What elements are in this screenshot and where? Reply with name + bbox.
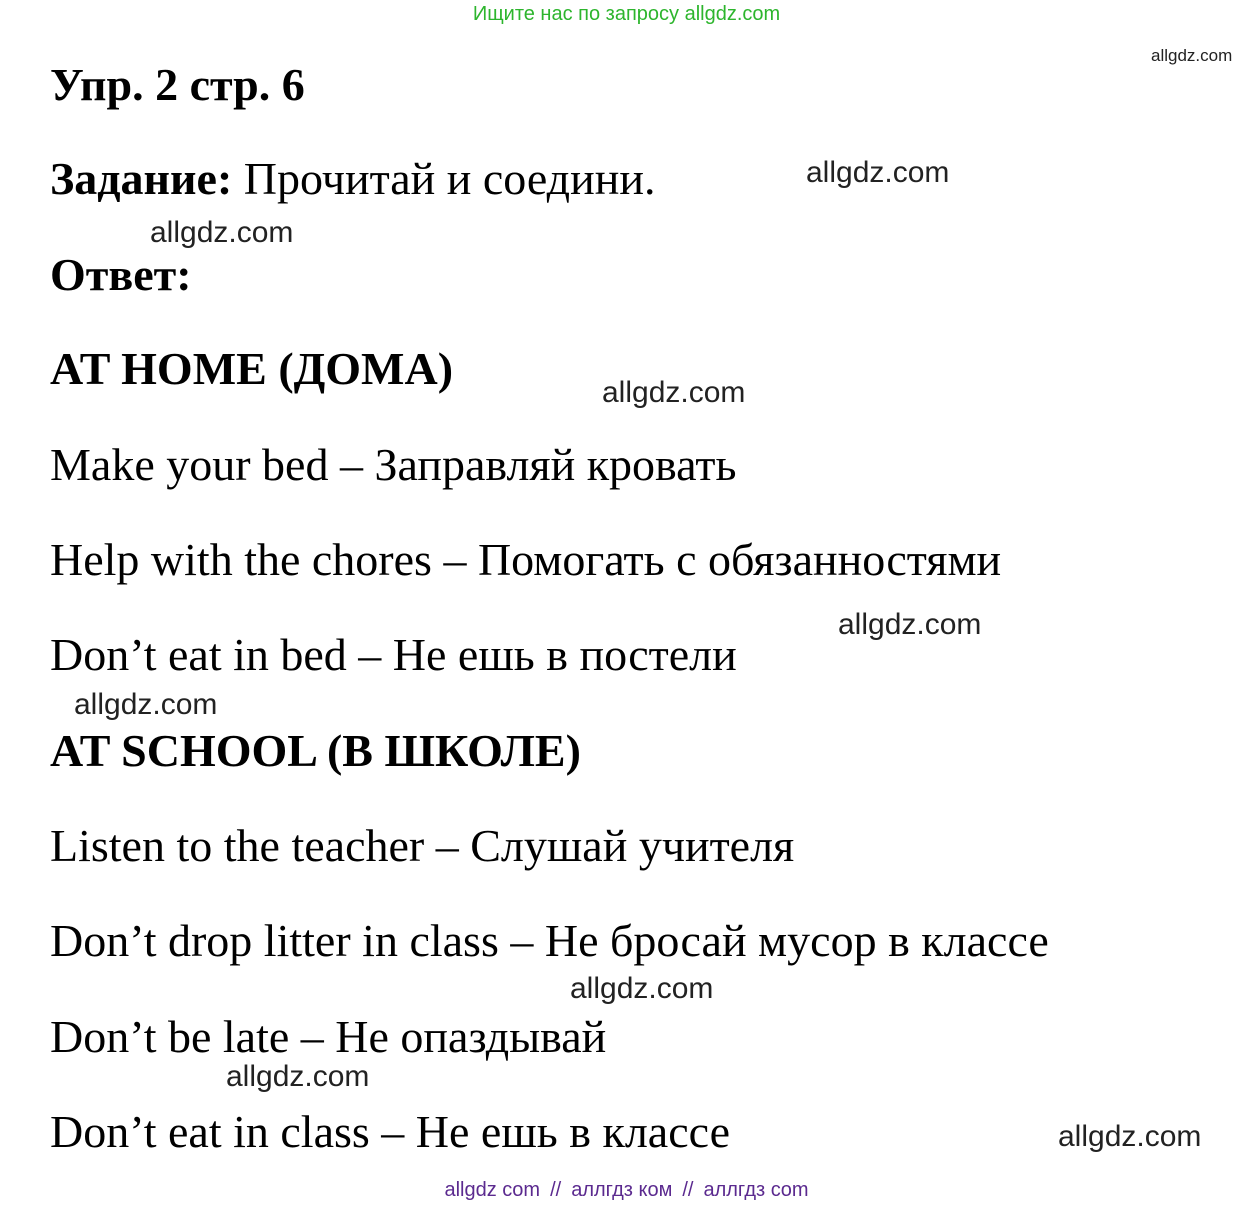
section-heading-school: AT SCHOOL (В ШКОЛЕ) xyxy=(50,725,581,776)
watermark: allgdz.com xyxy=(602,376,746,409)
phrase-item: Don’t eat in bed – Не ешь в постели xyxy=(50,629,737,680)
top-banner[interactable]: Ищите нас по запросу allgdz.com xyxy=(472,3,781,25)
footer-separator: // xyxy=(682,1179,694,1201)
watermark: allgdz.com xyxy=(74,688,218,721)
phrase-item: Don’t drop litter in class – Не бросай мусор в классе xyxy=(50,915,1049,966)
watermark: allgdz.com xyxy=(838,608,982,641)
page-title: Упр. 2 стр. 6 xyxy=(50,59,305,110)
watermark: allgdz.com xyxy=(150,216,294,249)
footer-link[interactable]: allgdz com xyxy=(444,1179,541,1201)
phrase-item: Don’t eat in class – Не ешь в классе xyxy=(50,1106,731,1157)
phrase-item: Help with the chores – Помогать с обязанностями xyxy=(50,534,1002,585)
footer-links xyxy=(0,1179,1253,1202)
phrase-item: Listen to the teacher – Слушай учителя xyxy=(50,820,795,871)
watermark: allgdz.com xyxy=(1151,46,1233,65)
watermark: allgdz.com xyxy=(806,156,950,189)
section-heading-home: AT HOME (ДОМА) xyxy=(50,343,454,394)
watermark: allgdz.com xyxy=(1058,1120,1202,1153)
phrase-item: Make your bed – Заправляй кровать xyxy=(50,439,737,490)
answer-label: Ответ: xyxy=(50,249,192,300)
footer-link[interactable]: аллгдз com xyxy=(703,1179,809,1201)
phrase-item: Don’t be late – Не опаздывай xyxy=(50,1011,607,1062)
watermark: allgdz.com xyxy=(570,972,714,1005)
footer-link[interactable]: аллгдз ком xyxy=(571,1179,673,1201)
task-text: Прочитай и соедини. xyxy=(243,153,656,204)
task-label: Задание: xyxy=(50,153,233,204)
task-line xyxy=(50,152,655,205)
footer-separator: // xyxy=(550,1179,562,1201)
watermark: allgdz.com xyxy=(226,1060,370,1093)
